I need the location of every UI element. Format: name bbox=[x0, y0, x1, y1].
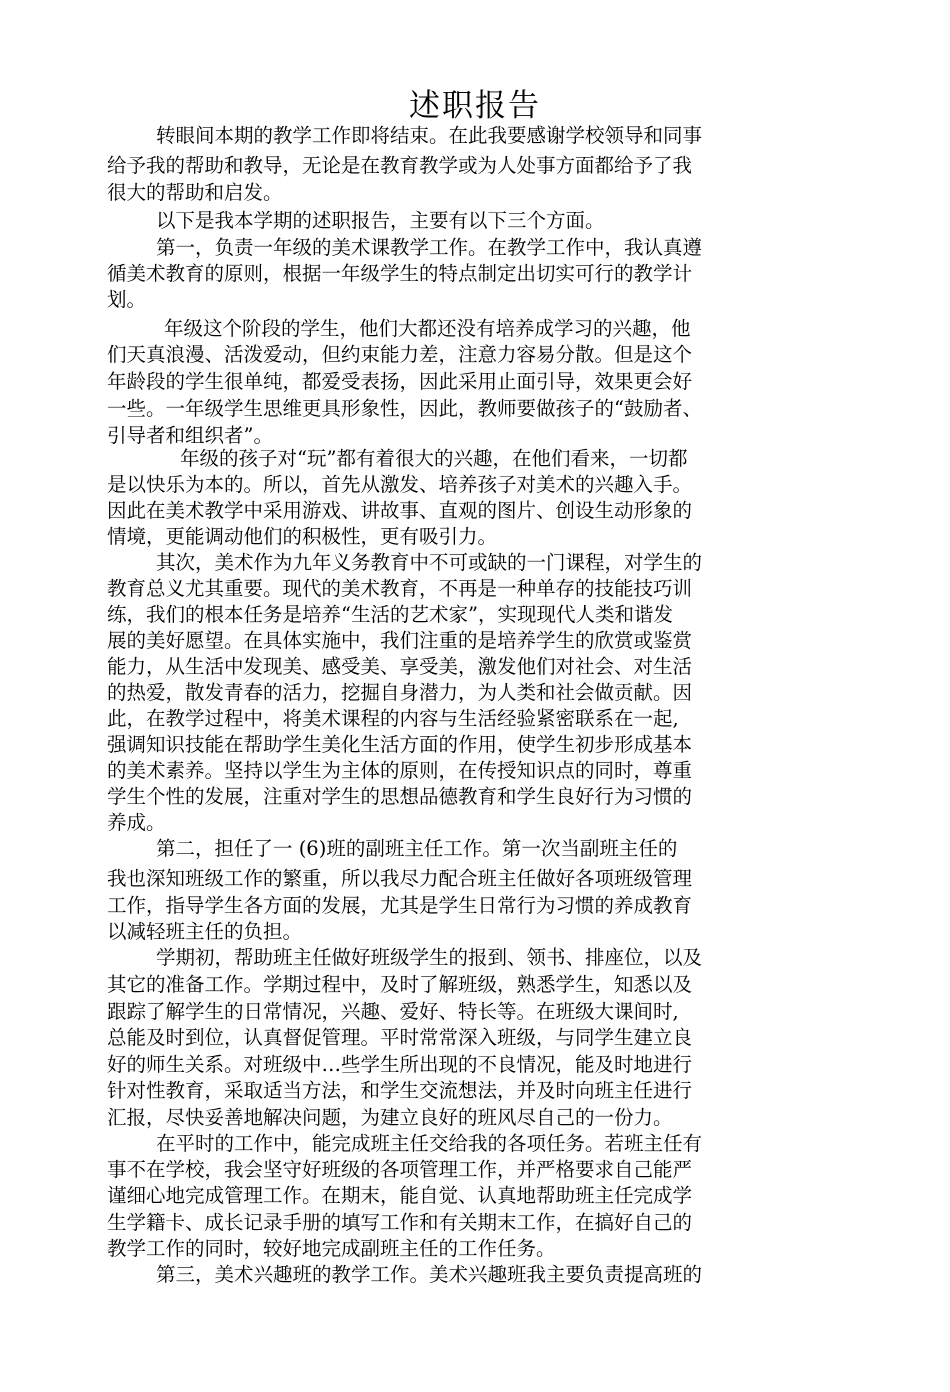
text-line: 划。 bbox=[107, 288, 147, 311]
text-line: 强调知识技能在帮助学生美化生活方面的作用，使学生初步形成基本 bbox=[107, 733, 693, 756]
text-line: 年龄段的学生很单纯，都爱受表扬，因此采用止面引导，效果更会好 bbox=[107, 370, 693, 393]
text-line: 谨细心地完成管理工作。在期末，能自觉、认真地帮助班主任完成学 bbox=[107, 1184, 693, 1207]
text-line: 展的美好愿望。在具体实施中，我们注重的是培养学生的欣赏或鉴赏 bbox=[107, 629, 693, 652]
text-line: 循美术教育的原则，根据一年级学生的特点制定出切实可行的教学计 bbox=[107, 262, 693, 285]
text-line: 情境，更能调动他们的积极性，更有吸引力。 bbox=[107, 525, 498, 548]
text-line: 年级的孩子对“玩”都有着很大的兴趣，在他们看来，一切都 bbox=[180, 447, 688, 470]
text-line: 一些。一年级学生思维更具形象性，因此，教师要做孩子的“鼓励者、 bbox=[107, 397, 702, 420]
text-line: 能力，从生活中发现美、感受美、享受美，激发他们对社会、对生活 bbox=[107, 655, 693, 678]
text-line: 的美术素养。坚持以学生为主体的原则，在传授知识点的同时，尊重 bbox=[107, 759, 693, 782]
text-line: 转眼间本期的教学工作即将结束。在此我要感谢学校领导和同事 bbox=[156, 124, 703, 147]
text-line: 第二，担任了一 (6)班的副班主任工作。第一次当副班主任的 bbox=[156, 837, 678, 860]
text-line: 其它的准备工作。学期过程中，及时了解班级，熟悉学生，知悉以及 bbox=[107, 973, 693, 996]
text-line: 工作，指导学生各方面的发展，尤其是学生日常行为习惯的养成教育 bbox=[107, 894, 693, 917]
text-line: 因此在美术教学中采用游戏、讲故事、直观的图片、创设生动形象的 bbox=[107, 499, 693, 522]
text-line: 第三，美术兴趣班的教学工作。美术兴趣班我主要负责提高班的 bbox=[156, 1263, 703, 1286]
text-line: 以减轻班主任的负担。 bbox=[107, 920, 303, 943]
text-line: 针对性教育，采取适当方法，和学生交流想法，并及时向班主任进行 bbox=[107, 1079, 693, 1102]
text-line: 给予我的帮助和教导，无论是在教育教学或为人处事方面都给予了我 bbox=[107, 154, 693, 177]
text-line: 跟踪了解学生的日常情况，兴趣、爱好、特长等。在班级大课间时, bbox=[107, 1000, 679, 1023]
text-line: 此，在教学过程中，将美术课程的内容与生活经验紧密联系在一起, bbox=[107, 707, 679, 730]
text-line: 以下是我本学期的述职报告，主要有以下三个方面。 bbox=[156, 209, 605, 232]
text-line: 汇报，尽快妥善地解决问题，为建立良好的班风尽自己的一份力。 bbox=[107, 1106, 673, 1129]
text-line: 好的师生关系。对班级中…些学生所出现的不良情况，能及时地进行 bbox=[107, 1053, 693, 1076]
text-line: 是以快乐为本的。所以，首先从激发、培养孩子对美术的兴趣入手。 bbox=[107, 473, 693, 496]
text-line: 事不在学校，我会坚守好班级的各项管理工作，并严格要求自己能严 bbox=[107, 1158, 693, 1181]
text-line: 学期初，帮助班主任做好班级学生的报到、领书、排座位，以及 bbox=[156, 946, 703, 969]
text-line: 的热爱，散发青春的活力，挖掘自身潜力，为人类和社会做贡献。因 bbox=[107, 681, 693, 704]
page-title: 述职报告 bbox=[409, 88, 541, 124]
text-line: 在平时的工作中，能完成班主任交给我的各项任务。若班主任有 bbox=[156, 1132, 703, 1155]
text-line: 引导者和组织者”。 bbox=[107, 424, 273, 447]
text-line: 教学工作的同时，较好地完成副班主任的工作任务。 bbox=[107, 1237, 556, 1260]
text-line: 总能及时到位，认真督促管理。平时常常深入班级，与同学生建立良 bbox=[107, 1026, 693, 1049]
text-line: 其次，美术作为九年义务教育中不可或缺的一门课程，对学生的 bbox=[156, 551, 703, 574]
text-line: 养成。 bbox=[107, 811, 166, 834]
text-line: 我也深知班级工作的繁重，所以我尽力配合班主任做好各项班级管理 bbox=[107, 867, 693, 890]
text-line: 学生个性的发展，注重对学生的思想品德教育和学生良好行为习惯的 bbox=[107, 785, 693, 808]
text-line: 年级这个阶段的学生，他们大都还没有培养成学习的兴趣，他 bbox=[164, 317, 691, 340]
text-line: 练，我们的根本任务是培养“生活的艺术家”，实现现代人类和谐发 bbox=[107, 603, 673, 626]
text-line: 生学籍卡、成长记录手册的填写工作和有关期末工作，在搞好自己的 bbox=[107, 1211, 693, 1234]
text-line: 教育总义尤其重要。现代的美术教育，不再是一种单存的技能技巧训 bbox=[107, 577, 693, 600]
text-line: 们天真浪漫、活泼爱动，但约束能力差，注意力容易分散。但是这个 bbox=[107, 343, 693, 366]
text-line: 很大的帮助和启发。 bbox=[107, 181, 283, 204]
text-line: 第一，负责一年级的美术课教学工作。在教学工作中，我认真遵 bbox=[156, 236, 703, 259]
